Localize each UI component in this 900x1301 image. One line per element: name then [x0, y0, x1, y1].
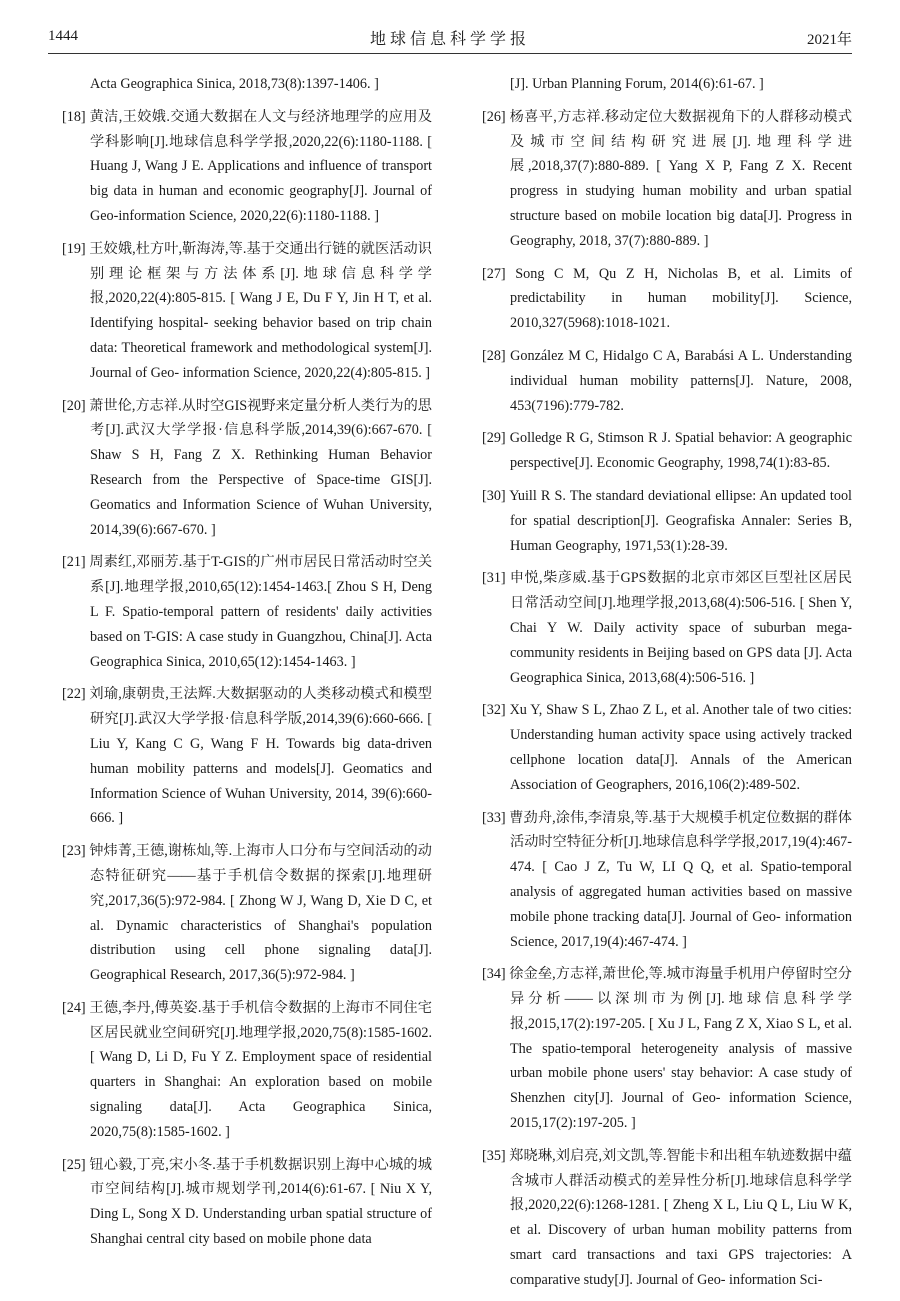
- reference-entry: [482, 1144, 852, 1293]
- page-header: [48, 22, 852, 56]
- reference-entry: [62, 682, 432, 831]
- page-number: 1444: [48, 28, 78, 44]
- reference-number: [25]: [62, 1156, 86, 1173]
- reference-number: [19]: [62, 240, 86, 257]
- reference-text: 曹劲舟,涂伟,李清泉,等.基于大规模手机定位数据的群体活动时空特征分析[J].地球信息科学学报,2017,19(4):467-474. [ Cao J Z, Tu W, LI Q Q, et al. Spatio-temporal analysis of aggregated human activities based on massive mobile phone tracking data[J]. Journal of Geo- information Science, 2017,19(4):467-474. ]: [509, 809, 852, 950]
- left-column: [62, 72, 432, 1260]
- reference-text: [J]. Urban Planning Forum, 2014(6):61-67. ]: [510, 76, 764, 92]
- reference-entry: [62, 996, 432, 1145]
- reference-text: 萧世伦,方志祥.从时空GIS视野来定量分析人类行为的思考[J].武汉大学学报·信息科学版,2014,39(6):667-670. [ Shaw S H, Fang Z X. Rethinking Human Behavior Research from the Perspective of Space-time GIS[J]. Geomatics and Information Science of Wuhan University, 2014,39(6):667-670. ]: [89, 397, 432, 538]
- reference-number: [21]: [62, 554, 86, 571]
- reference-text: 郑晓琳,刘启亮,刘文凯,等.智能卡和出租车轨迹数据中蕴含城市人群活动模式的差异性分析[J].地球信息科学学报,2020,22(6):1268-1281. [ Zheng X L, Liu Q L, Liu W K, et al. Discovery of urban human mobility patterns from smart card transactions and taxi GPS trajectories: A comparative study[J]. Journal of Geo- information Sci-: [509, 1147, 852, 1288]
- reference-entry: [62, 237, 432, 386]
- reference-entry: [482, 698, 852, 797]
- reference-text: 刘瑜,康朝贵,王法辉.大数据驱动的人类移动模式和模型研究[J].武汉大学学报·信息科学版,2014,39(6):660-666. [ Liu Y, Kang C G, Wang F H. Towards big data-driven human mobility patterns and models[J]. Geomatics and Information Science of Wuhan University, 2014, 39(6):660-666. ]: [89, 686, 432, 827]
- reference-entry: [62, 1153, 432, 1252]
- reference-entry: [482, 426, 852, 476]
- reference-entry: [62, 394, 432, 543]
- reference-number: [30]: [482, 487, 506, 504]
- reference-number: [31]: [482, 570, 506, 587]
- right-column: [482, 72, 852, 1301]
- journal-title: 地球信息科学学报: [369, 31, 530, 48]
- reference-entry: [482, 806, 852, 955]
- reference-number: [23]: [62, 843, 86, 860]
- reference-text: 钮心毅,丁亮,宋小冬.基于手机数据识别上海中心城的城市空间结构[J].城市规划学刊,2014(6):61-67. [ Niu X Y, Ding L, Song X D. Understanding urban spatial structure of Shanghai central city based on mobile phone data: [89, 1156, 432, 1248]
- reference-text: 钟炜菁,王德,谢栋灿,等.上海市人口分布与空间活动的动态特征研究——基于手机信令数据的探索[J].地理研究,2017,36(5):972-984. [ Zhong W J, Wang D, Xie D C, et al. Dynamic characteristics of Shanghai's population distribution using cell phone signaling data[J]. Geographical Research, 2017,36(5):972-984. ]: [89, 843, 432, 984]
- reference-text: Xu Y, Shaw S L, Zhao Z L, et al. Another tale of two cities: Understanding human activity space using actively tracked cellphone location data[J]. Annals of the American Association of Geographers, 2016,106(2):489-502.: [509, 702, 852, 793]
- reference-number: [26]: [482, 108, 506, 125]
- reference-number: [20]: [62, 397, 86, 414]
- reference-entry: [482, 962, 852, 1136]
- reference-text: Yuill R S. The standard deviational ellipse: An updated tool for spatial description[J]. Geografiska Annaler: Series B, Human Geography, 1971,53(1):28-39.: [509, 487, 852, 554]
- reference-entry: [62, 550, 432, 674]
- reference-entry: [62, 105, 432, 229]
- reference-entry: [482, 105, 852, 254]
- reference-entry: [62, 72, 432, 97]
- reference-entry: [62, 839, 432, 988]
- reference-entry: [482, 344, 852, 418]
- reference-entry: [482, 262, 852, 336]
- reference-text: 周素红,邓丽芳.基于T-GIS的广州市居民日常活动时空关系[J].地理学报,2010,65(12):1454-1463.[ Zhou S H, Deng L F. Spatio-temporal pattern of residents' daily activities based on T-GIS: A case study in Guangzhou, China[J]. Acta Geographica Sinica, 2010,65(12):1454-1463. ]: [89, 554, 433, 670]
- reference-number: [24]: [62, 999, 86, 1016]
- reference-text: 徐金垒,方志祥,萧世伦,等.城市海量手机用户停留时空分异分析——以深圳市为例[J].地球信息科学学报,2015,17(2):197-205. [ Xu J L, Fang Z X, Xiao S L, et al. The spatio-temporal heterogeneity analysis of massive urban mobile phone users' stay behavior: A case study of Shenzhen city[J]. Journal of Geo- information Science, 2015,17(2):197-205. ]: [509, 966, 852, 1132]
- header-rule: [48, 53, 852, 54]
- reference-number: [27]: [482, 265, 506, 282]
- reference-number: [22]: [62, 686, 86, 703]
- reference-entry: [482, 72, 852, 97]
- reference-text: Song C M, Qu Z H, Nicholas B, et al. Limits of predictability in human mobility[J]. Science, 2010,327(5968):1018-1021.: [510, 265, 852, 332]
- reference-number: [35]: [482, 1147, 506, 1164]
- reference-text: Golledge R G, Stimson R J. Spatial behavior: A geographic perspective[J]. Economic Geography, 1998,74(1):83-85.: [509, 430, 852, 472]
- reference-text: 王德,李丹,傅英姿.基于手机信令数据的上海市不同住宅区居民就业空间研究[J].地理学报,2020,75(8):1585-1602. [ Wang D, Li D, Fu Y Z. Employment space of residential quarters in Shanghai: An exploration based on mobile signaling data[J]. Acta Geographica Sinica, 2020,75(8):1585-1602. ]: [89, 999, 432, 1140]
- reference-number: [33]: [482, 809, 506, 826]
- reference-number: [29]: [482, 430, 506, 447]
- publication-year: 2021年: [806, 32, 852, 48]
- reference-number: [28]: [482, 347, 506, 364]
- reference-text: 王姣娥,杜方叶,靳海涛,等.基于交通出行链的就医活动识别理论框架与方法体系[J].地球信息科学学报,2020,22(4):805-815. [ Wang J E, Du F Y, Jin H T, et al. Identifying hospital- seeking behavior based on trip chain data: Theoretical framework and methodological system[J]. Journal of Geo- information Science, 2020,22(4):805-815. ]: [89, 240, 432, 381]
- reference-text: Acta Geographica Sinica, 2018,73(8):1397-1406. ]: [90, 76, 379, 92]
- reference-text: 杨喜平,方志祥.移动定位大数据视角下的人群移动模式及城市空间结构研究进展[J].地理科学进展,2018,37(7):880-889. [ Yang X P, Fang Z X. Recent progress in studying human mobility and urban spatial structure based on mobile location big data[J]. Progress in Geography, 2018, 37(7):880-889. ]: [509, 108, 853, 249]
- reference-number: [34]: [482, 966, 506, 983]
- reference-entry: [482, 566, 852, 690]
- reference-text: 申悦,柴彦威.基于GPS数据的北京市郊区巨型社区居民日常活动空间[J].地理学报,2013,68(4):506-516. [ Shen Y, Chai Y W. Daily activity space of suburban mega-community residents in Beijing based on GPS data [J]. Acta Geographica Sinica, 2013,68(4):506-516. ]: [509, 570, 853, 686]
- reference-text: 黄洁,王姣娥.交通大数据在人文与经济地理学的应用及学科影响[J].地球信息科学学报,2020,22(6):1180-1188. [ Huang J, Wang J E. Applications and influence of transport big data in human and economic geography[J]. Journal of Geo-information Science, 2020,22(6):1180-1188. ]: [89, 108, 433, 224]
- reference-text: González M C, Hidalgo C A, Barabási A L. Understanding individual human mobility patterns[J]. Nature, 2008, 453(7196):779-782.: [510, 347, 852, 414]
- reference-entry: [482, 484, 852, 558]
- reference-number: [32]: [482, 702, 506, 719]
- reference-number: [18]: [62, 108, 86, 125]
